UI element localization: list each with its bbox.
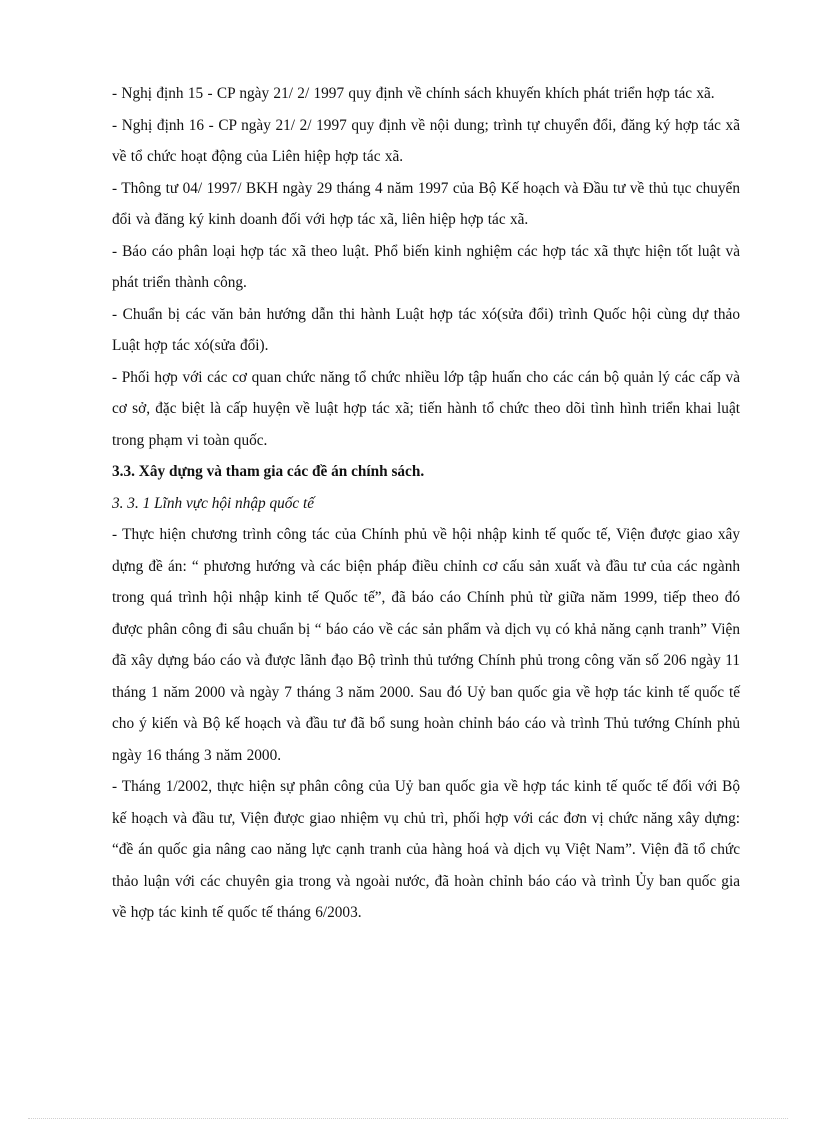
paragraph-decree-15: - Nghị định 15 - CP ngày 21/ 2/ 1997 quy định về chính sách khuyến khích phát triển hợp tác xã. — [112, 85, 715, 102]
paragraph-circular-04: - Thông tư 04/ 1997/ BKH ngày 29 tháng 4 năm 1997 của Bộ Kế hoạch và Đầu tư về thủ tục chuyển đổi và đăng ký kinh doanh đối với hợp tác xã, liên hiệp hợp tác xã. — [112, 179, 740, 228]
paragraph-classification-report: - Báo cáo phân loại hợp tác xã theo luật. Phổ biến kinh nghiệm các hợp tác xã thực hiện tốt luật và phát triển thành công. — [112, 242, 740, 291]
paragraph-national-project: - Tháng 1/2002, thực hiện sự phân công của Uỷ ban quốc gia về hợp tác kinh tế quốc tế đối với Bộ kế hoạch và đầu tư, Viện được giao nhiệm vụ chủ trì, phối hợp với các đơn vị chức năng xây dựng: “đề án quốc gia nâng cao năng lực cạnh tranh của hàng hoá và dịch vụ Việt Nam”. Viện đã tổ chức thảo luận với các chuyên gia trong và ngoài nước, đã hoàn chỉnh báo cáo và trình Ủy ban quốc gia về hợp tác kinh tế quốc tế tháng 6/2003. — [112, 778, 740, 921]
section-heading: 3.3. Xây dựng và tham gia các đề án chính sách. — [112, 463, 425, 480]
paragraph-government-program: - Thực hiện chương trình công tác của Chính phủ về hội nhập kinh tế quốc tế, Viện được giao xây dựng đề án: “ phương hướng và các biện pháp điều chỉnh cơ cấu sản xuất và đầu tư của các ngành trong quá trình hội nhập kinh tế Quốc tế”, đã báo cáo Chính phủ từ giữa năm 1999, tiếp theo đó được phân công đi sâu chuẩn bị “ báo cáo về các sản phẩm và dịch vụ có khả năng cạnh tranh” Viện đã xây dựng báo cáo và được lãnh đạo Bộ trình thủ tướng Chính phủ trong công văn số 206 ngày 11 tháng 1 năm 2000 và ngày 7 tháng 3 năm 2000. Sau đó Uỷ ban quốc gia về hợp tác kinh tế quốc tế cho ý kiến và Bộ kế hoạch và đầu tư đã bổ sung hoàn chỉnh báo cáo và trình Thủ tướng Chính phủ ngày 16 tháng 3 năm 2000. — [112, 526, 740, 764]
paragraph-training-coordination: - Phối hợp với các cơ quan chức năng tổ chức nhiều lớp tập huấn cho các cán bộ quản lý các cấp và cơ sở, đặc biệt là cấp huyện về luật hợp tác xã; tiến hành tổ chức theo dõi tình hình triển khai luật trong phạm vi toàn quốc. — [112, 368, 740, 449]
page-bottom-divider — [28, 1118, 788, 1119]
subsection-heading: 3. 3. 1 Lĩnh vực hội nhập quốc tế — [112, 494, 315, 512]
document-body — [112, 78, 740, 929]
paragraph-decree-16: - Nghị định 16 - CP ngày 21/ 2/ 1997 quy định về nội dung; trình tự chuyển đổi, đăng ký hợp tác xã về tổ chức hoạt động của Liên hiệp hợp tác xã. — [112, 116, 740, 165]
paragraph-guidance-documents: - Chuẩn bị các văn bản hướng dẫn thi hành Luật hợp tác xó(sửa đổi) trình Quốc hội cùng dự thảo Luật hợp tác xó(sửa đổi). — [112, 305, 740, 354]
